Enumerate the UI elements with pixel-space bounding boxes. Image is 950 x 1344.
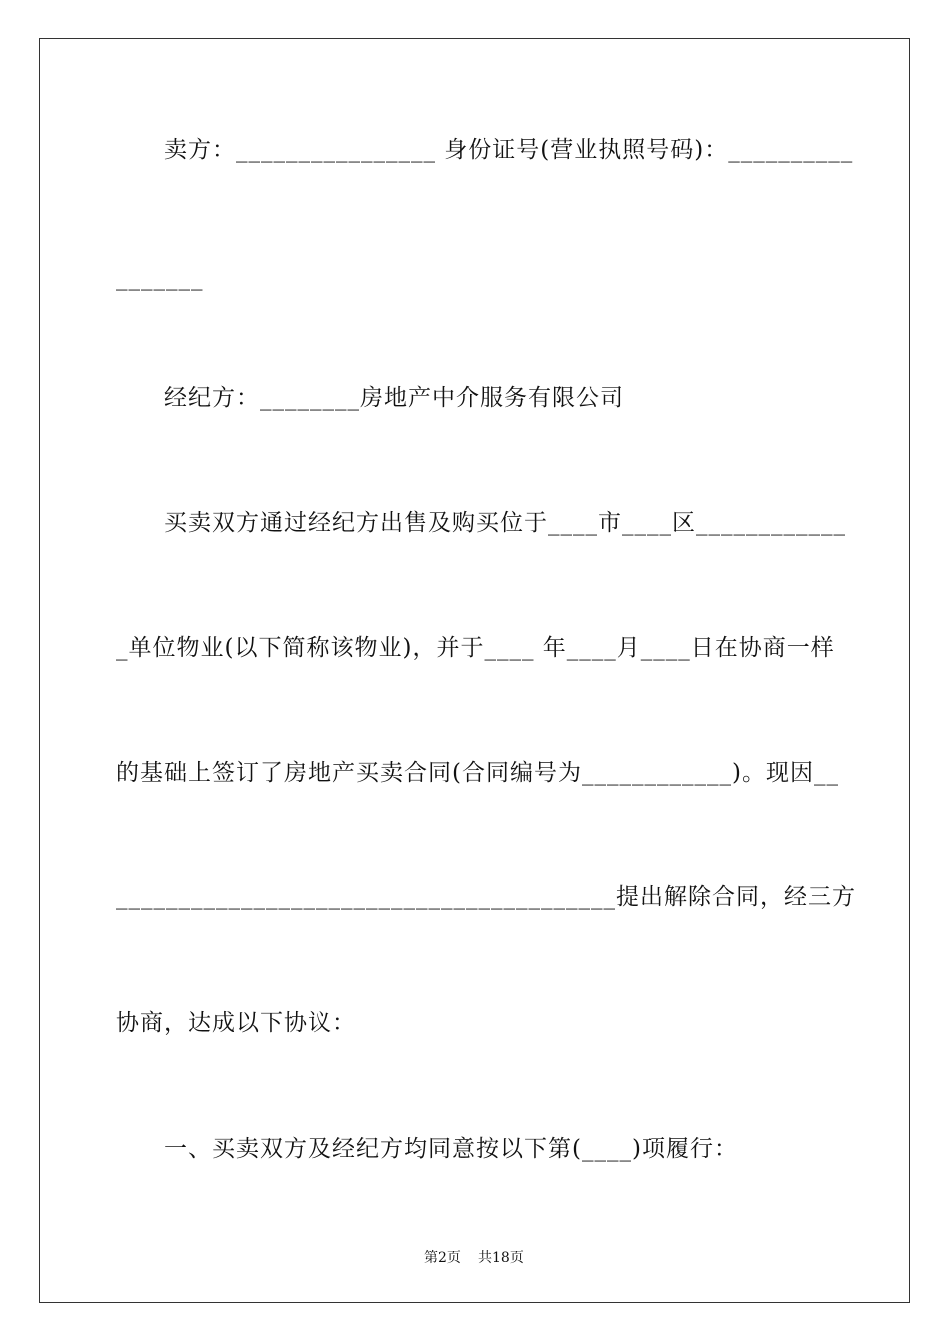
paragraph-line-5 [0, 1003, 950, 1043]
page-footer [0, 1246, 950, 1270]
agent-text: 经纪方：________房地产中介服务有限公司 [164, 385, 624, 411]
paragraph-text-2: _单位物业(以下简称该物业)，并于____ 年____月____日在协商一样 [116, 635, 835, 661]
paragraph-line-4 [0, 877, 950, 917]
paragraph-text-1: 买卖双方通过经纪方出售及购买位于____市____区____________ [164, 510, 846, 536]
paragraph-line-1 [0, 503, 950, 543]
seller-text: 卖方：________________ 身份证号(营业执照号码)：__________ [164, 137, 854, 163]
seller-line [0, 130, 950, 170]
paragraph-text-3: 的基础上签订了房地产买卖合同(合同编号为____________)。现因__ [116, 760, 839, 786]
paragraph-text-5: 协商，达成以下协议： [116, 1010, 356, 1036]
paragraph-text-4: ________________________________________提出解除合同，经三方 [116, 884, 856, 910]
page-total: 共18页 [478, 1250, 524, 1266]
paragraph-line-3 [0, 753, 950, 793]
clause-one-text: 一、买卖双方及经纪方均同意按以下第(____)项履行： [164, 1136, 738, 1162]
seller-line-continued [0, 258, 950, 298]
seller-continued-text: _______ [116, 265, 204, 291]
document-page [39, 38, 910, 1303]
page-number: 第2页 [424, 1250, 461, 1266]
agent-line [0, 378, 950, 418]
paragraph-line-2 [0, 628, 950, 668]
clause-one-line [0, 1129, 950, 1169]
